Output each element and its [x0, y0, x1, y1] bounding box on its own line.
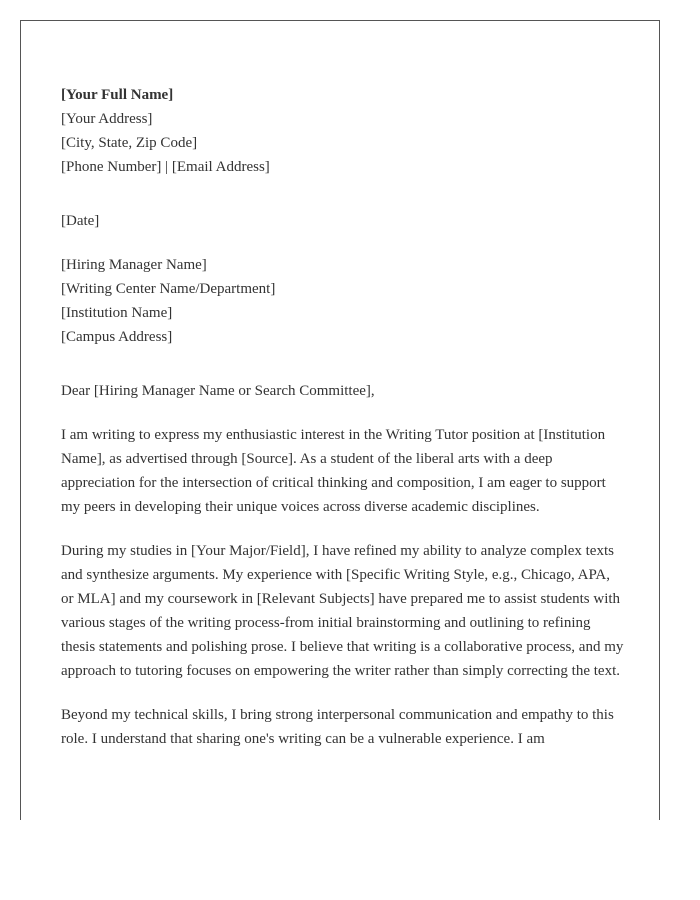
- body-paragraph-1: I am writing to express my enthusiastic interest in the Writing Tutor position at [Institution Name], as advertised through [Source]. As a student of the liberal arts with a deep appreciation for the intersection of critical thinking and composition, I am eager to support my peers in developing their unique voices across diverse academic disciplines.: [61, 427, 606, 515]
- letter-date: [Date]: [61, 213, 100, 229]
- sender-address: [Your Address]: [61, 111, 153, 127]
- salutation: Dear [Hiring Manager Name or Search Committee],: [61, 383, 375, 399]
- salutation-block: [61, 379, 626, 403]
- letter-content: [61, 83, 626, 751]
- date-block: [61, 209, 626, 233]
- sender-block: [61, 83, 626, 179]
- sender-contact: [Phone Number] | [Email Address]: [61, 159, 270, 175]
- body-paragraph-2: During my studies in [Your Major/Field], I have refined my ability to analyze complex texts and synthesize arguments. My experience with [Specific Writing Style, e.g., Chicago, APA, or MLA] and my coursework in [Relevant Subjects] have prepared me to assist students with various stages of the writing process-from initial brainstorming and outlining to refining thesis statements and polishing prose. I believe that writing is a collaborative process, and my approach to tutoring focuses on empowering the writer rather than simply correcting the text.: [61, 543, 624, 679]
- body-paragraph-3: Beyond my technical skills, I bring strong interpersonal communication and empathy to this role. I understand that sharing one's writing can be a vulnerable experience. I am: [61, 707, 614, 747]
- sender-city-state-zip: [City, State, Zip Code]: [61, 135, 198, 151]
- letter-page: [20, 20, 660, 820]
- sender-name: [Your Full Name]: [61, 87, 174, 103]
- recipient-department: [Writing Center Name/Department]: [61, 281, 276, 297]
- recipient-institution: [Institution Name]: [61, 305, 173, 321]
- recipient-address: [Campus Address]: [61, 329, 173, 345]
- recipient-block: [61, 253, 626, 349]
- recipient-name: [Hiring Manager Name]: [61, 257, 207, 273]
